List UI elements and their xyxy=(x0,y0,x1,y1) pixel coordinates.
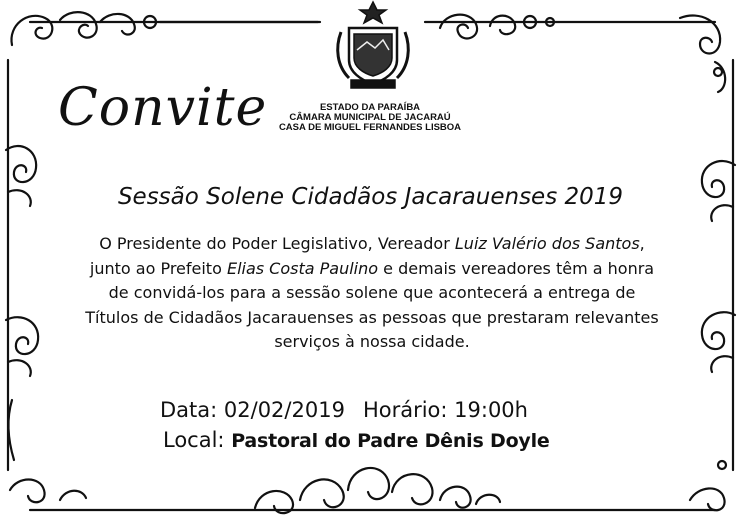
location-label: Local: xyxy=(163,428,225,452)
body-text: , xyxy=(639,234,645,253)
body-text: O Presidente do Poder Legislativo, Vereador xyxy=(99,234,455,253)
mayor-name: Elias Costa Paulino xyxy=(226,258,379,278)
body-text: junto ao Prefeito xyxy=(89,258,227,278)
body-text: e demais vereadores têm a honra xyxy=(378,258,655,278)
crest-icon xyxy=(327,0,419,92)
body-line-2 xyxy=(52,257,692,282)
event-date: Data: 02/02/2019 xyxy=(160,398,345,422)
body-line-3: de convidá-los para a sessão solene que acontecerá a entrega de xyxy=(108,283,636,302)
state-name: ESTADO DA PARAÍBA xyxy=(319,102,421,113)
president-name: Luiz Valério dos Santos xyxy=(454,234,640,253)
invitation-heading: Convite xyxy=(58,78,268,138)
date-time-line xyxy=(160,398,528,422)
body-line-4: Títulos de Cidadãos Jacarauenses as pessoas que prestaram relevantes xyxy=(85,307,659,327)
body-line-5: serviços à nossa cidade. xyxy=(274,332,470,351)
location-line xyxy=(163,428,550,452)
event-title: Sessão Solene Cidadãos Jacarauenses 2019 xyxy=(117,184,624,210)
house-name: CASA DE MIGUEL FERNANDES LISBOA xyxy=(278,122,462,133)
invitation-body xyxy=(52,232,692,355)
body-line-1 xyxy=(52,232,692,257)
location-value: Pastoral do Padre Dênis Doyle xyxy=(231,430,550,452)
chamber-name: CÂMARA MUNICIPAL DE JACARAÚ xyxy=(289,112,451,123)
institution-header xyxy=(250,103,490,133)
event-time: Horário: 19:00h xyxy=(362,398,528,422)
